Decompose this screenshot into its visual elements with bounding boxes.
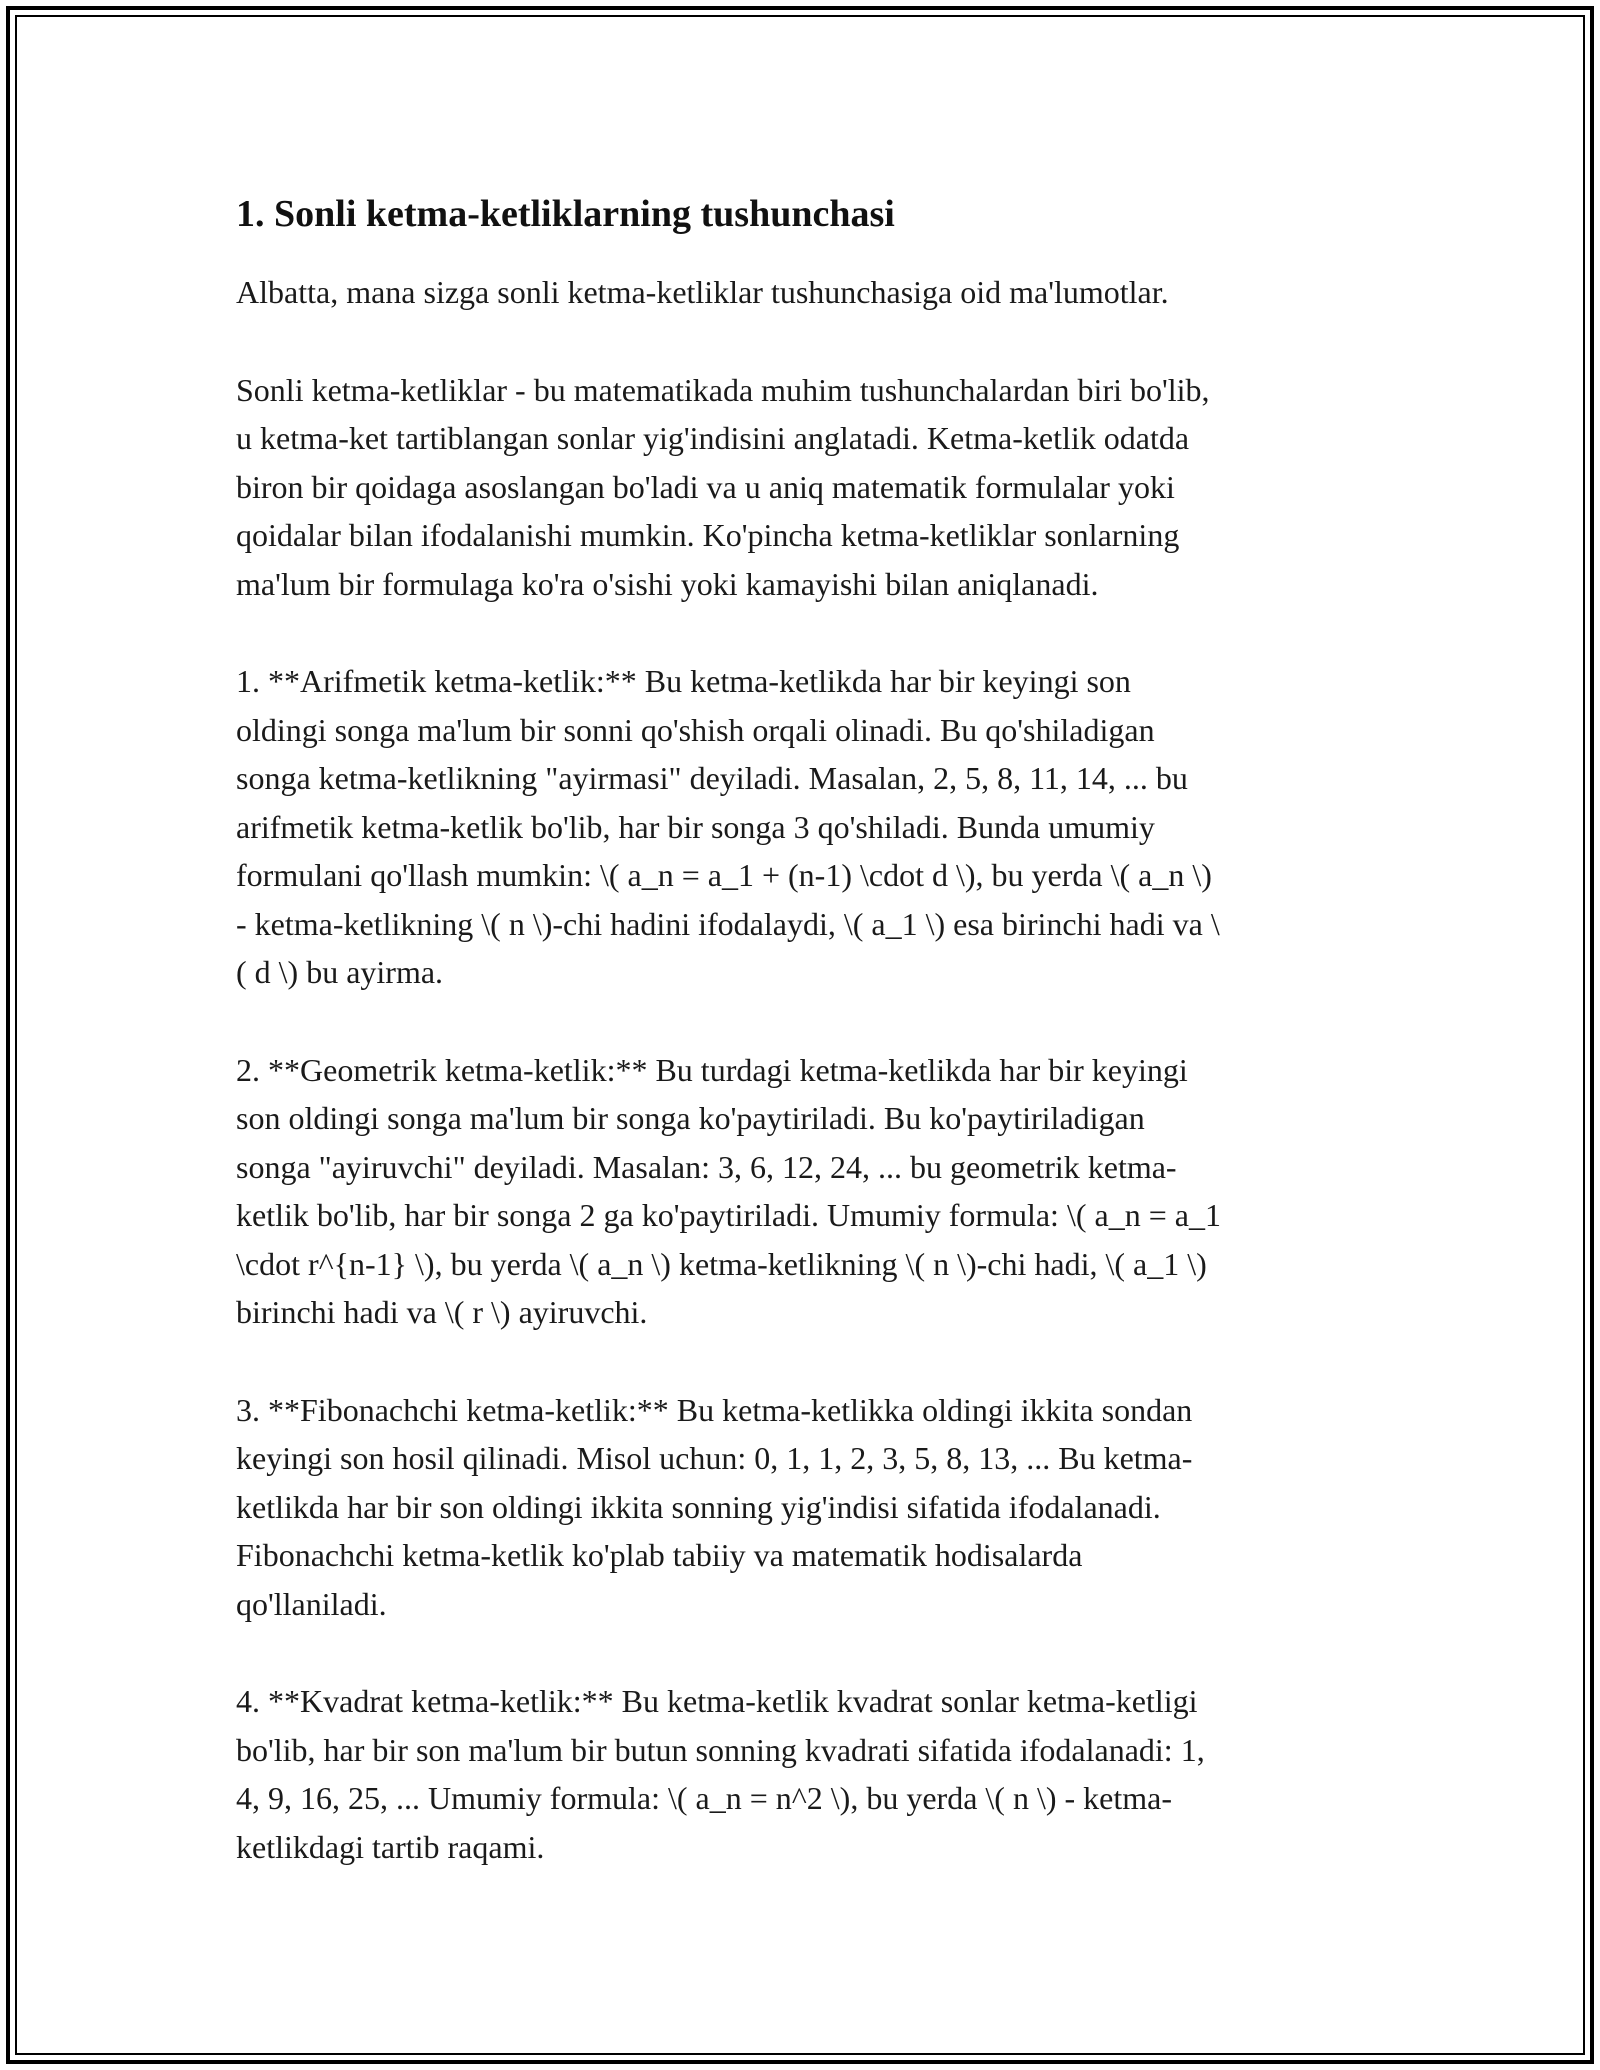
intro-paragraph: Albatta, mana sizga sonli ketma-ketliklar tushunchasiga oid ma'lumotlar. (236, 274, 1169, 310)
section-heading: 1. Sonli ketma-ketliklarning tushunchasi (236, 193, 895, 235)
definition-paragraph: Sonli ketma-ketliklar - bu matematikada muhim tushunchalardan biri bo'lib, u ketma-ket tartiblangan sonlar yig'indisini anglatadi. Ketma-ketlik odatda biron bir qoidaga asoslangan bo'ladi va u aniq matematik formulalar yoki qoidalar bilan ifodalanishi mumkin. Ko'pincha ketma-ketliklar sonlarning ma'lum bir formulaga ko'ra o'sishi yoki kamayishi bilan aniqlanadi. (236, 371, 1210, 602)
square-sequence-paragraph: 4. **Kvadrat ketma-ketlik:** Bu ketma-ketlik kvadrat sonlar ketma-ketligi bo'lib, har bir son ma'lum bir butun sonning kvadrati sifatida ifodalanadi: 1, 4, 9, 16, 25, ... Umumiy formula: \( a_n = n^2 \), bu yerda \( n \) - ketma- ketlikdagi tartib raqami. (236, 1683, 1205, 1865)
geometric-sequence-paragraph: 2. **Geometrik ketma-ketlik:** Bu turdagi ketma-ketlikda har bir keyingi son oldingi songa ma'lum bir songa ko'paytiriladi. Bu ko'paytiriladigan songa "ayiruvchi" deyiladi. Masalan: 3, 6, 12, 24, ... bu geometrik ketma- ketlik bo'lib, har bir songa 2 ga ko'paytiriladi. Umumiy formula: \( a_n = a_1 \cdot r^{n-1} \), bu yerda \( a_n \) ketma-ketlikning \( n \)-chi hadi, \( a_1 \) birinchi hadi va \( r \) ayiruvchi. (236, 1051, 1221, 1330)
document-body (236, 186, 1364, 1920)
arithmetic-sequence-paragraph: 1. **Arifmetik ketma-ketlik:** Bu ketma-ketlikda har bir keyingi son oldingi songa ma'lum bir sonni qo'shish orqali olinadi. Bu qo'shiladigan songa ketma-ketlikning "ayirmasi" deyiladi. Masalan, 2, 5, 8, 11, 14, ... bu arifmetik ketma-ketlik bo'lib, har bir songa 3 qo'shiladi. Bunda umumiy formulani qo'llash mumkin: \( a_n = a_1 + (n-1) \cdot d \), bu yerda \( a_n \) - ketma-ketlikning \( n \)-chi hadini ifodalaydi, \( a_1 \) esa birinchi hadi va \ ( d \) bu ayirma. (236, 663, 1220, 990)
fibonacci-sequence-paragraph: 3. **Fibonachchi ketma-ketlik:** Bu ketma-ketlikka oldingi ikkita sondan keyingi son hosil qilinadi. Misol uchun: 0, 1, 1, 2, 3, 5, 8, 13, ... Bu ketma- ketlikda har bir son oldingi ikkita sonning yig'indisi sifatida ifodalanadi. Fibonachchi ketma-ketlik ko'plab tabiiy va matematik hodisalarda qo'llaniladi. (236, 1391, 1193, 1622)
